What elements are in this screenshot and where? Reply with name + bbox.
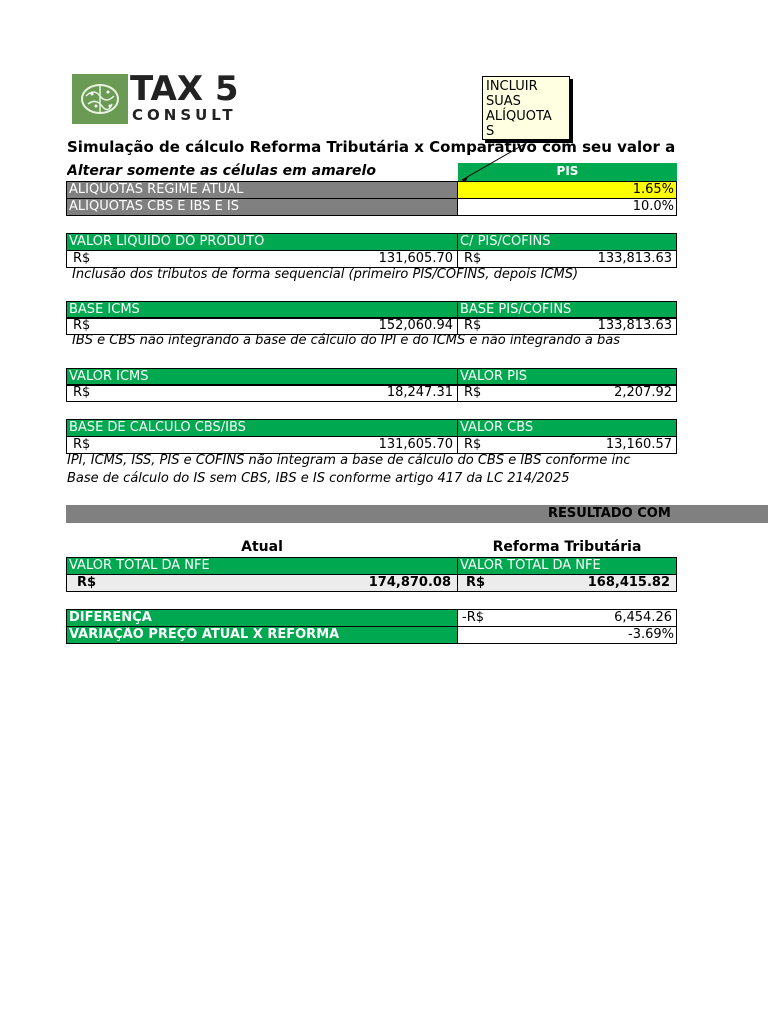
valor-liquido-cell (66, 250, 458, 268)
currency-label: R$ (466, 575, 486, 590)
cell-comment-note (482, 76, 570, 140)
reforma-heading: Reforma Tributária (492, 539, 642, 555)
valor-icms-cell (66, 384, 458, 402)
currency-label: R$ (464, 251, 482, 266)
aliquota-cbs-label: ALÍQUOTAS CBS E IBS E IS (66, 198, 458, 216)
diferenca-value: 6,454.26 (614, 610, 672, 625)
total-nfe-reforma-cell (457, 574, 677, 592)
logo-wordmark: TAX 5 (130, 69, 239, 109)
resultado-banner-label: RESULTADO COM (548, 506, 671, 521)
aliquota-atual-input[interactable]: 1.65% (457, 181, 677, 199)
valor-liquido-value: 131,605.70 (378, 251, 453, 266)
note-line: INCLUIR (486, 79, 538, 94)
diferenca-cell (457, 609, 677, 627)
valor-cbs-cell (457, 436, 677, 454)
logo-subtitle: CONSULT (132, 106, 237, 124)
cbs-note-2: Base de cálculo do IS sem CBS, IBS e IS conforme artigo 417 da LC 214/2025 (67, 471, 570, 486)
variacao-value: -3.69% (457, 626, 677, 644)
valor-liquido-header: VALOR LÍQUIDO DO PRODUTO (66, 233, 458, 251)
logo-brain-icon (72, 74, 128, 124)
base-pis-cofins-header: BASE PIS/COFINS (457, 301, 677, 319)
currency-label: -R$ (462, 610, 484, 625)
base-icms-value: 152,060.94 (378, 318, 453, 333)
total-nfe-reforma-value: 168,415.82 (587, 575, 670, 590)
valor-liquido-note: Inclusão dos tributos de forma sequencial (primeiro PIS/COFINS, depois ICMS) (72, 267, 579, 282)
aliquota-atual-label: ALIQUOTAS REGIME ATUAL (66, 181, 458, 199)
base-pis-cofins-value: 133,813.63 (597, 318, 672, 333)
total-nfe-reforma-header: VALOR TOTAL DA NFE (457, 557, 677, 575)
total-nfe-atual-value: 174,870.08 (368, 575, 451, 590)
currency-label: R$ (77, 575, 97, 590)
valor-icms-header: VALOR ICMS (66, 368, 458, 386)
currency-label: R$ (73, 437, 91, 452)
currency-label: R$ (464, 437, 482, 452)
note-line: SUAS (486, 94, 521, 109)
valor-pis-value: 2,207.92 (614, 385, 672, 400)
base-cbs-ibs-cell (66, 436, 458, 454)
base-cbs-ibs-value: 131,605.70 (378, 437, 453, 452)
currency-label: R$ (73, 385, 91, 400)
valor-cbs-header: VALOR CBS (457, 419, 677, 437)
valor-pis-cell (457, 384, 677, 402)
pis-cofins-cell (457, 250, 677, 268)
atual-heading: Atual (241, 539, 283, 555)
comment-connector (460, 140, 540, 185)
base-cbs-ibs-header: BASE DE CÁLCULO CBS/IBS (66, 419, 458, 437)
valor-pis-header: VALOR PIS (457, 368, 677, 386)
currency-label: R$ (464, 385, 482, 400)
valor-cbs-value: 13,160.57 (605, 437, 672, 452)
resultado-banner (66, 505, 768, 523)
total-nfe-atual-header: VALOR TOTAL DA NFE (66, 557, 458, 575)
valor-icms-value: 18,247.31 (386, 385, 453, 400)
pis-cofins-value: 133,813.63 (597, 251, 672, 266)
total-nfe-atual-cell (66, 574, 458, 592)
page-title: Simulação de cálculo Reforma Tributária x Comparativo com seu valor a (67, 138, 676, 156)
variacao-label: VARIAÇÃO PREÇO ATUAL X REFORMA (66, 626, 458, 644)
currency-label: R$ (464, 318, 482, 333)
note-line: S (486, 124, 495, 139)
aliquota-cbs-value[interactable]: 10.0% (457, 198, 677, 216)
cbs-note-1: IPI, ICMS, ISS, PIS e COFINS não integram a base de cálculo do CBS e IBS conforme inc (67, 453, 631, 468)
instruction-text: Alterar somente as células em amarelo (67, 163, 376, 179)
pis-cofins-header: C/ PIS/COFINS (457, 233, 677, 251)
currency-label: R$ (73, 251, 91, 266)
base-note: IBS e CBS não integrando a base de cálculo do IPI e do ICMS e não integrando a bas (72, 333, 620, 348)
base-icms-header: BASE ICMS (66, 301, 458, 319)
note-line: ALÍQUOTA (486, 109, 552, 124)
currency-label: R$ (73, 318, 91, 333)
pis-header: PIS (458, 163, 677, 181)
diferenca-label: DIFERENÇA (66, 609, 458, 627)
